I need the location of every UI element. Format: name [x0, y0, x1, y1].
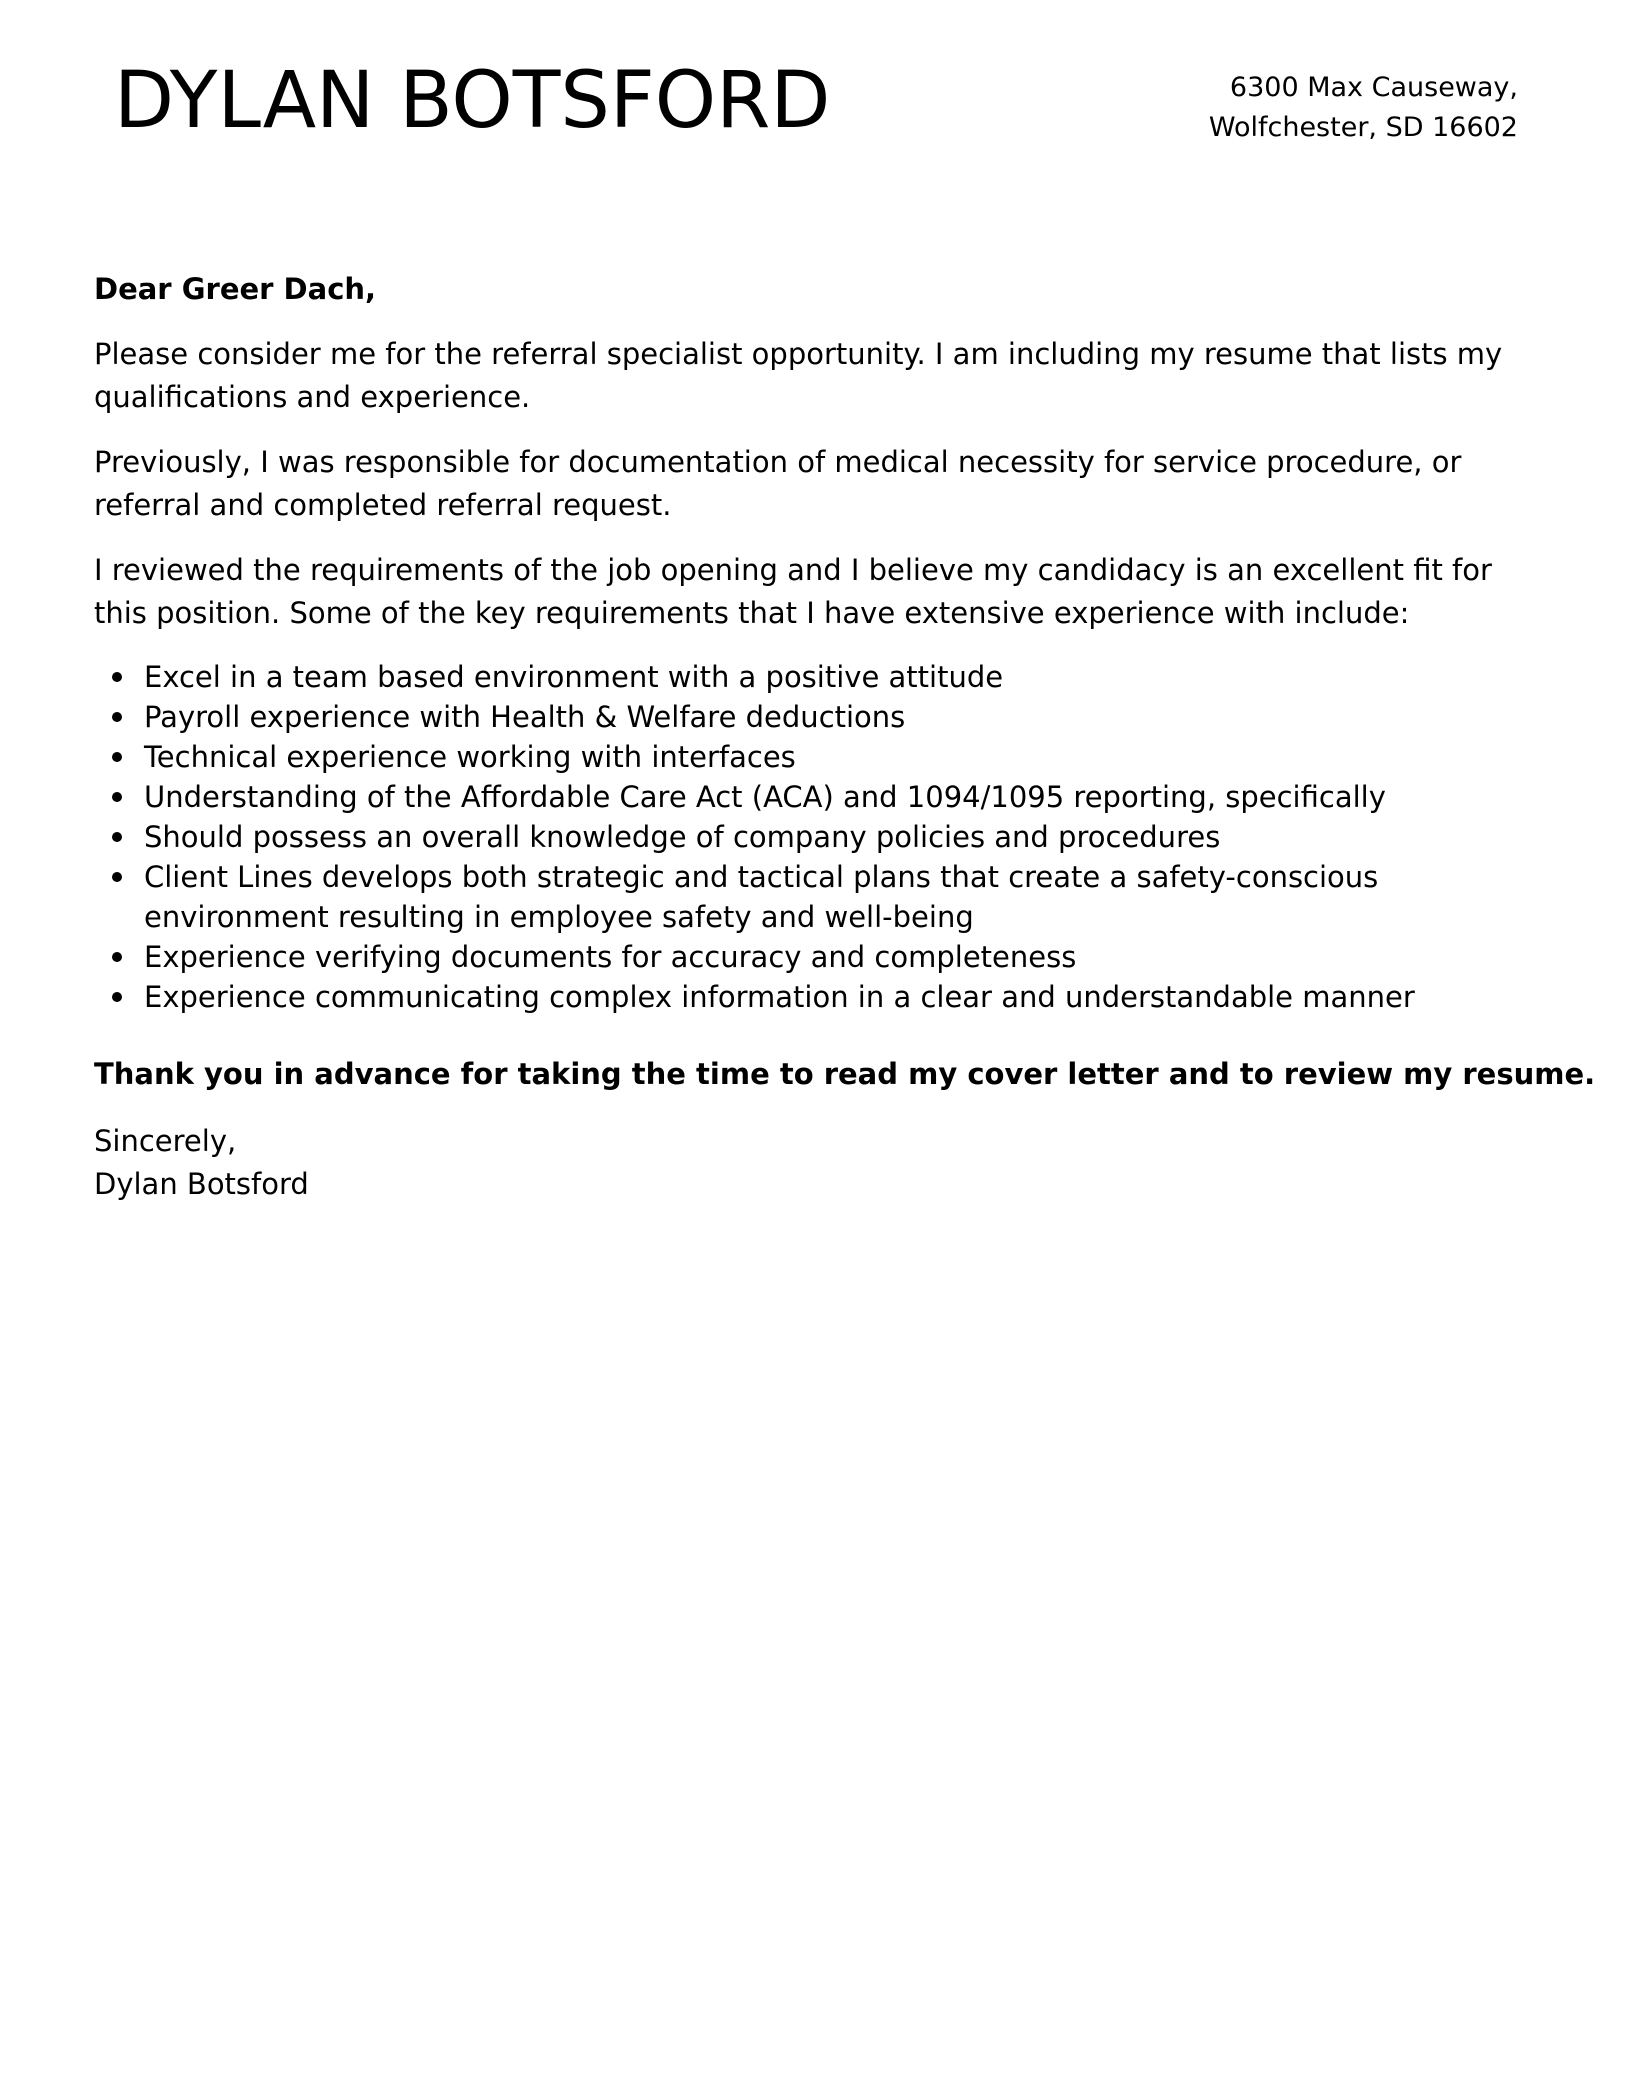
signoff: Sincerely, — [94, 1124, 237, 1158]
bullet-icon — [112, 872, 122, 882]
bullet-icon — [112, 992, 122, 1002]
list-item — [144, 737, 1524, 777]
requirements-list — [94, 657, 1524, 1017]
address-line-1: 6300 Max Causeway, — [1229, 72, 1518, 103]
list-item — [144, 937, 1524, 977]
bullet-icon — [112, 752, 122, 762]
list-item-text: Excel in a team based environment with a positive attitude — [144, 660, 1004, 694]
bullet-icon — [112, 672, 122, 682]
salutation: Dear Greer Dach, — [94, 272, 377, 306]
bullet-icon — [112, 832, 122, 842]
list-item — [144, 697, 1524, 737]
list-item-text: Experience verifying documents for accuracy and completeness — [144, 940, 1077, 974]
bullet-icon — [112, 792, 122, 802]
signoff-block — [94, 1120, 1524, 1206]
paragraph-previous-role: Previously, I was responsible for documentation of medical necessity for service procedure, or referral and completed referral request. — [94, 445, 1462, 522]
list-item-text: Experience communicating complex information in a clear and understandable manner — [144, 980, 1415, 1014]
list-item-text: Client Lines develops both strategic and tactical plans that create a safety-conscious environment resulting in employee safety and well-being — [144, 860, 1379, 934]
list-item-text: Should possess an overall knowledge of company policies and procedures — [144, 820, 1221, 854]
letter-body — [94, 268, 1596, 1206]
list-item-text: Understanding of the Affordable Care Act (ACA) and 1094/1095 reporting, specifically — [144, 780, 1386, 814]
paragraph-intro: Please consider me for the referral specialist opportunity. I am including my resume that lists my qualifications and experience. — [94, 337, 1503, 414]
list-item-text: Payroll experience with Health & Welfare deductions — [144, 700, 906, 734]
list-item — [144, 777, 1524, 817]
list-item — [144, 857, 1524, 937]
closing-statement: Thank you in advance for taking the time to read my cover letter and to review my resume. — [94, 1057, 1596, 1091]
address-line-2: Wolfchester, SD 16602 — [1208, 112, 1518, 143]
applicant-address — [1209, 68, 1518, 148]
list-item — [144, 817, 1524, 857]
list-item — [144, 657, 1524, 697]
list-item-text: Technical experience working with interfaces — [144, 740, 796, 774]
applicant-name: DYLAN BOTSFORD — [114, 56, 831, 146]
bullet-icon — [112, 712, 122, 722]
list-item — [144, 977, 1524, 1017]
signature-name: Dylan Botsford — [94, 1167, 309, 1201]
paragraph-requirements-intro: I reviewed the requirements of the job opening and I believe my candidacy is an excellent fit for this position. Some of the key requirements that I have extensive experience with include: — [94, 553, 1492, 630]
bullet-icon — [112, 952, 122, 962]
